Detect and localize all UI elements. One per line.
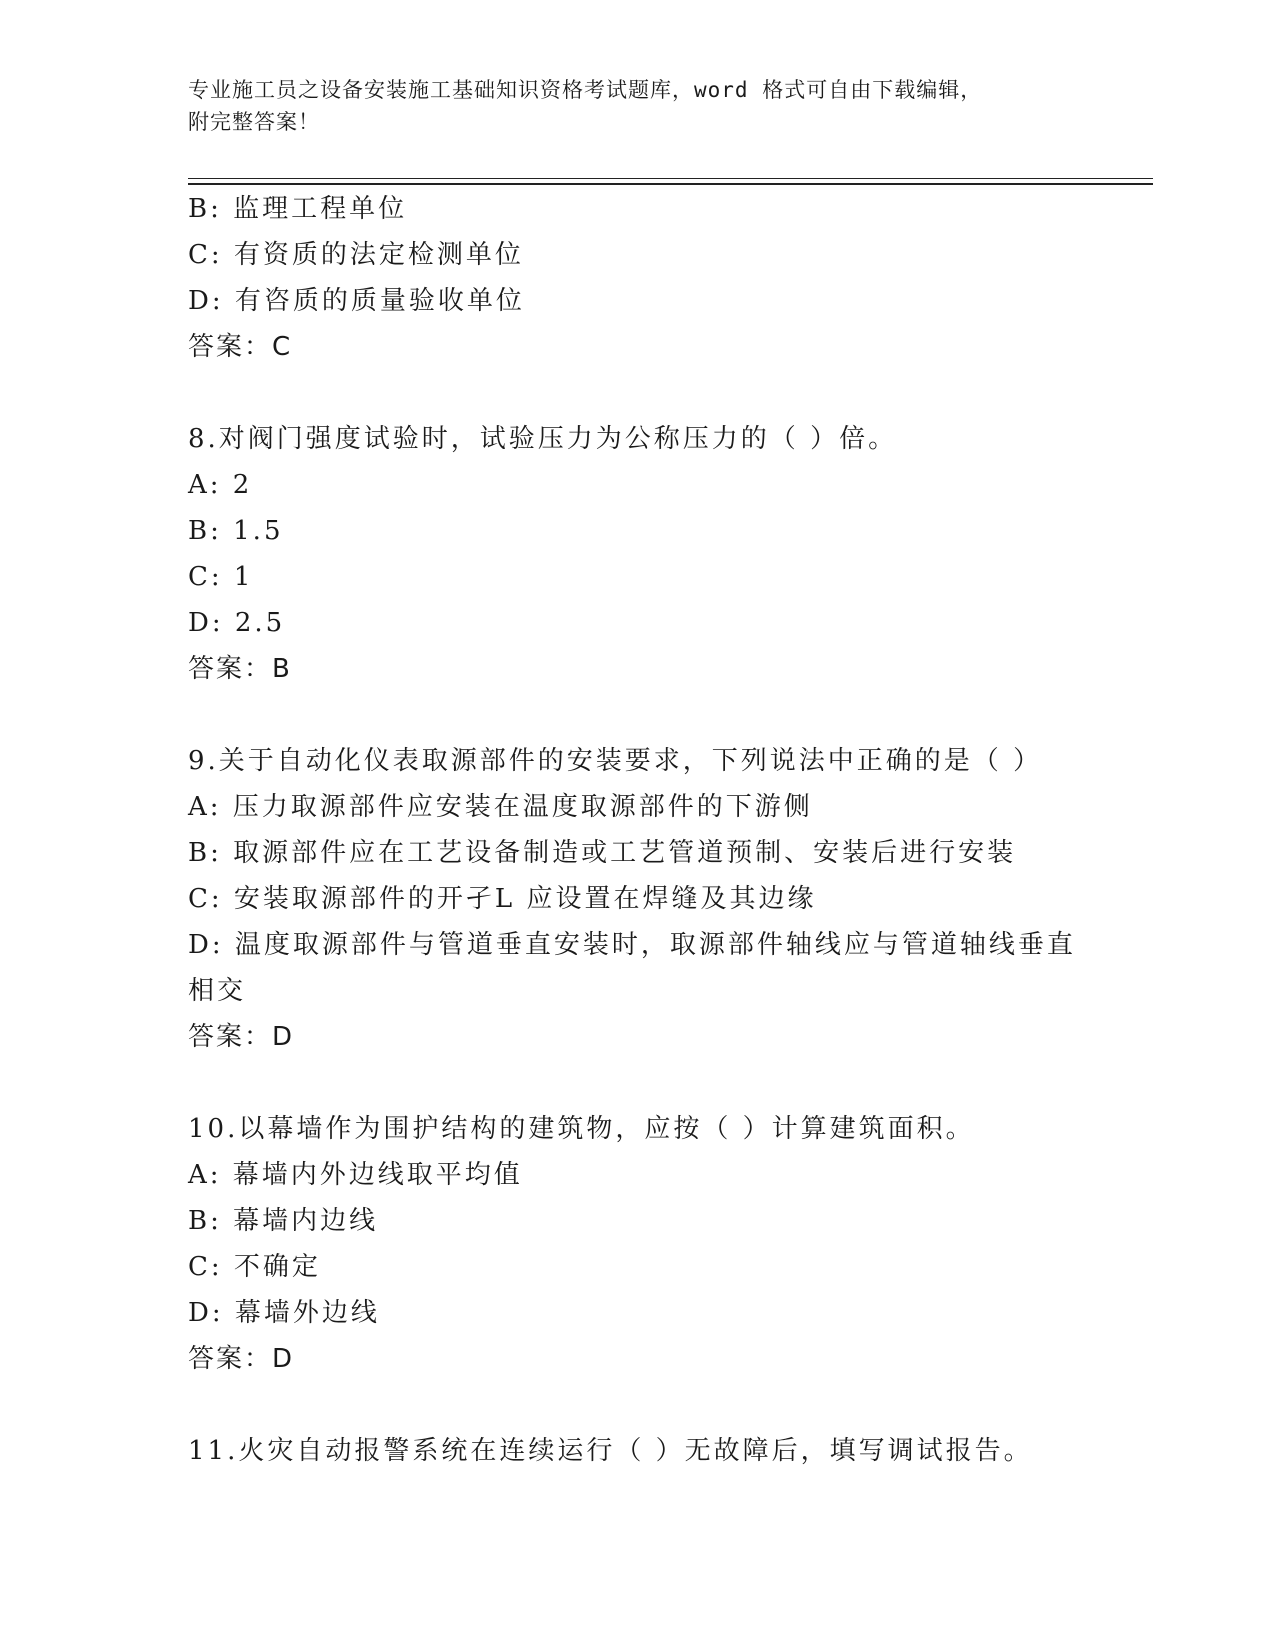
spacer (188, 692, 1153, 738)
question-stem: 10.以幕墙作为围护结构的建筑物，应按（ ）计算建筑面积。 (188, 1114, 975, 1144)
option-b: B: 监理工程单位 (188, 194, 408, 224)
header-divider (188, 178, 1153, 185)
question-9-block (188, 738, 1153, 1060)
option-c: C: 1 (188, 562, 254, 592)
option-d: D: 温度取源部件与管道垂直安装时，取源部件轴线应与管道轴线垂直相交 (188, 930, 1076, 1006)
question-7-block (188, 186, 1153, 370)
question-10-block (188, 1106, 1153, 1382)
header-line-1: 专业施工员之设备安装施工基础知识资格考试题库，word 格式可自由下载编辑， (188, 78, 983, 102)
answer-line: 答案：B (188, 654, 292, 684)
answer-line: 答案：D (188, 1022, 295, 1052)
option-b: B: 幕墙内边线 (188, 1206, 379, 1236)
spacer (188, 370, 1153, 416)
spacer (188, 1382, 1153, 1428)
option-b: B: 取源部件应在工艺设备制造或工艺管道预制、安装后进行安装 (188, 838, 1017, 868)
spacer (188, 1060, 1153, 1106)
question-stem: 11.火灾自动报警系统在连续运行（ ）无故障后，填写调试报告。 (188, 1436, 1033, 1466)
option-c: C: 安装取源部件的开孑L 应设置在焊缝及其边缘 (188, 884, 817, 914)
document-header (188, 74, 1068, 138)
answer-line: 答案：C (188, 332, 293, 362)
question-8-block (188, 416, 1153, 692)
option-a: A: 压力取源部件应安装在温度取源部件的下游侧 (188, 792, 813, 822)
option-d: D: 2.5 (188, 608, 286, 638)
option-c: C: 不确定 (188, 1252, 321, 1282)
question-stem: 8.对阀门强度试验时，试验压力为公称压力的（ ）倍。 (188, 424, 898, 454)
option-b: B: 1.5 (188, 516, 284, 546)
document-body (188, 186, 1153, 1474)
header-line-2: 附完整答案！ (188, 110, 320, 134)
question-stem: 9.关于自动化仪表取源部件的安装要求，下列说法中正确的是（ ） (188, 746, 1043, 776)
option-a: A: 2 (188, 470, 253, 500)
option-d: D: 幕墙外边线 (188, 1298, 380, 1328)
question-11-block (188, 1428, 1153, 1474)
option-d: D: 有咨质的质量验收单位 (188, 286, 525, 316)
answer-line: 答案：D (188, 1344, 295, 1374)
option-c: C: 有资质的法定检测单位 (188, 240, 524, 270)
option-a: A: 幕墙内外边线取平均值 (188, 1160, 523, 1190)
